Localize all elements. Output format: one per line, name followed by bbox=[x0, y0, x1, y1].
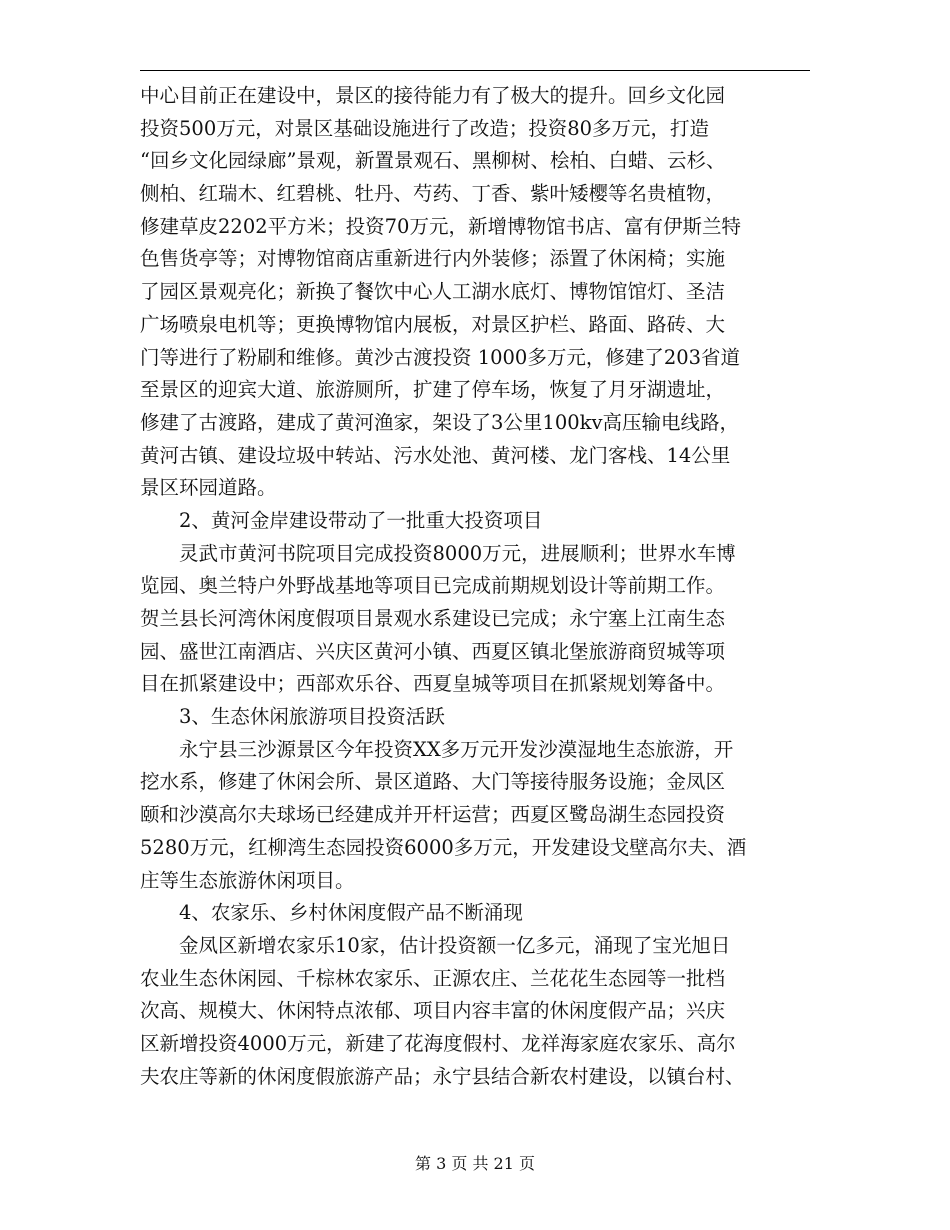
text-line: 了园区景观亮化；新换了餐饮中心人工湖水底灯、博物馆馆灯、圣洁 bbox=[140, 280, 726, 304]
text-line: 修建了古渡路，建成了黄河渔家，架设了3公里100kv高压输电线路， bbox=[140, 410, 739, 434]
text-line: 挖水系，修建了休闲会所、景区道路、大门等接待服务设施；金凤区 bbox=[140, 770, 726, 794]
page-footer: 第 3 页 共 21 页 bbox=[415, 1154, 535, 1173]
text-line: 色售货亭等；对博物馆商店重新进行内外装修；添置了休闲椅；实施 bbox=[140, 247, 726, 271]
paragraph-start-line: 2、黄河金岸建设带动了一批重大投资项目 bbox=[179, 508, 543, 532]
paragraph-start-line: 灵武市黄河书院项目完成投资8000万元，进展顺利；世界水车博 bbox=[179, 541, 736, 565]
text-line: 至景区的迎宾大道、旅游厕所，扩建了停车场，恢复了月牙湖遗址， bbox=[140, 378, 726, 402]
text-line: 夫农庄等新的休闲度假旅游产品；永宁县结合新农村建设，以镇台村、 bbox=[140, 1064, 745, 1088]
paragraph-start-line: 金凤区新增农家乐10家，估计投资额一亿多元，涌现了宝光旭日 bbox=[179, 933, 731, 957]
text-line: 庄等生态旅游休闲项目。 bbox=[140, 868, 355, 892]
text-line: 中心目前正在建设中，景区的接待能力有了极大的提升。回乡文化园 bbox=[140, 84, 726, 107]
text-line: 侧柏、红瑞木、红碧桃、牡丹、芍药、丁香、紫叶矮樱等名贵植物， bbox=[140, 182, 726, 206]
text-line: 投资500万元，对景区基础设施进行了改造；投资80多万元，打造 bbox=[140, 116, 710, 140]
text-line: 修建草皮2202平方米；投资70万元，新增博物馆书店、富有伊斯兰特 bbox=[140, 214, 741, 238]
paragraph-start-line: 4、农家乐、乡村休闲度假产品不断涌现 bbox=[179, 901, 523, 925]
paragraph-start-line: 永宁县三沙源景区今年投资XX多万元开发沙漠湿地生态旅游，开 bbox=[179, 737, 734, 761]
text-line: 门等进行了粉刷和维修。黄沙古渡投资 1000多万元，修建了203省道 bbox=[140, 345, 741, 369]
text-line: 景区环园道路。 bbox=[140, 476, 277, 500]
text-line: 园、盛世江南酒店、兴庆区黄河小镇、西夏区镇北堡旅游商贸城等项 bbox=[140, 639, 726, 663]
text-line: 览园、奥兰特户外野战基地等项目已完成前期规划设计等前期工作。 bbox=[140, 574, 726, 598]
text-line: 黄河古镇、建设垃圾中转站、污水处池、黄河楼、龙门客栈、14公里 bbox=[140, 443, 731, 467]
text-line: 目在抓紧建设中；西部欢乐谷、西夏皇城等项目在抓紧规划筹备中。 bbox=[140, 672, 726, 696]
text-line: 5280万元，红柳湾生态园投资6000多万元，开发建设戈壁高尔夫、酒 bbox=[140, 835, 747, 859]
text-line: “回乡文化园绿廊”景观，新置景观石、黑柳树、桧柏、白蜡、云杉、 bbox=[140, 149, 726, 173]
text-line: 颐和沙漠高尔夫球场已经建成并开杆运营；西夏区鹭岛湖生态园投资 bbox=[140, 803, 726, 827]
text-line: 广场喷泉电机等；更换博物馆内展板，对景区护栏、路面、路砖、大 bbox=[140, 312, 726, 336]
header-rule bbox=[140, 70, 810, 71]
paragraph-start-line: 3、生态休闲旅游项目投资活跃 bbox=[179, 705, 445, 729]
text-line: 农业生态休闲园、千棕林农家乐、正源农庄、兰花花生态园等一批档 bbox=[140, 966, 726, 990]
text-line: 区新增投资4000万元，新建了花海度假村、龙祥海家庭农家乐、高尔 bbox=[140, 1031, 736, 1055]
text-line: 贺兰县长河湾休闲度假项目景观水系建设已完成；永宁塞上江南生态 bbox=[140, 607, 726, 630]
document-body bbox=[140, 80, 820, 1093]
text-line: 次高、规模大、休闲特点浓郁、项目内容丰富的休闲度假产品；兴庆 bbox=[140, 999, 726, 1023]
